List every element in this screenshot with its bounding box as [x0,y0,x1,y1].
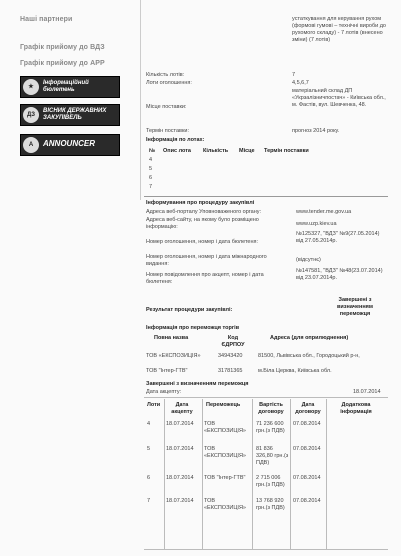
lot-row: 7 [149,184,153,190]
winner-code: 34943420 [218,353,243,359]
completed-row-winner: ТОВ «ЕКСПОЗИЦІЯ» [204,446,246,459]
completed-row-value: 81 836 326,80 грн.(з ПДВ) [256,446,289,466]
site-label: Адреса веб-сайту, на якому було розміщено інформацію: [146,217,259,230]
col-divider [290,399,291,549]
partner-logo-bulletin[interactable] [20,76,120,98]
winners-header-name: Повна назва [154,335,189,341]
lot-row: 5 [149,166,153,172]
portal-label: Адреса веб-порталу Уповноваженого органу: [146,209,262,215]
lots-header-term: Термін поставки [264,148,309,154]
partners-heading: Наші партнери [20,16,73,23]
term-value: прогноз 2014 року. [292,128,340,134]
completed-row-winner: ТОВ «ЕКСПОЗИЦІЯ» [204,421,246,434]
lot-row: 4 [149,157,153,163]
completed-header-contract: Дата договору [295,402,321,415]
completed-row-lot: 6 [147,475,151,481]
completed-row-winner: ТОВ «ЕКСПОЗИЦІЯ» [204,498,246,511]
accept-notice-value: №147581, "ВДЗ" №48(23.07.2014) від 23.07.2014р. [296,268,383,281]
place-value: матеріальний склад ДП «Укрзалізничпостач» - Київська обл., м. Фастів, вул. Шевченка, 48. [292,88,386,108]
partner-logo-vdz[interactable] [20,104,120,126]
col-divider [202,399,203,549]
completed-row-contract: 07.08.2014 [293,498,321,504]
completed-header-winner: Переможець [206,402,241,408]
accept-date-value: 18.07.2014 [353,389,381,395]
completed-row-contract: 07.08.2014 [293,446,321,452]
lots-count-label: Кількість лотів: [146,72,185,78]
col-divider [252,399,253,549]
completed-header-lots: Лоти [147,402,161,408]
completed-row-date: 18.07.2014 [166,446,194,452]
notice-value: №125327, "ВДЗ" №9(27.05.2014) від 27.05.2014р. [296,231,380,244]
winners-title: Інформація про переможця торгів [146,325,240,331]
accept-date-label: Дата акцепту: [146,389,182,395]
winner-name: ТОВ "Інтер-ГТВ" [146,368,188,374]
place-label: Місце поставки: [146,104,187,110]
completed-row-lot: 4 [147,421,151,427]
lots-announced-label: Лоти оголошення: [146,80,192,86]
completed-row-date: 18.07.2014 [166,475,194,481]
partner-logo-announcer[interactable] [20,134,120,156]
logo-text: ВІСНИК ДЕРЖАВНИХ ЗАКУПІВЕЛЬ [43,108,107,121]
schedule-vdz-link[interactable]: Графік прийому до ВДЗ [20,44,105,51]
completed-row-contract: 07.08.2014 [293,421,321,427]
lots-table-title: Інформація по лотах: [146,137,205,143]
completed-row-value: 71 236 600 грн.(з ПДВ) [256,421,285,434]
completed-row-winner: ТОВ "Інтер-ГТВ" [204,475,246,481]
term-label: Термін поставки: [146,128,189,134]
procurement-subject: устаткування для керування рухом (формові гумові – технічні вироби до рухомого складу) - 7 лотів (внесено зміни) (7 лотів) [292,16,386,43]
announcer-logo-icon: A [23,137,39,153]
winners-header-address: Адреса (для оприлюднення) [270,335,349,341]
lots-header-num: № [149,148,156,154]
completed-row-value: 13 768 920 грн.(з ПДВ) [256,498,285,511]
completed-row-contract: 07.08.2014 [293,475,321,481]
completed-row-lot: 7 [147,498,151,504]
lots-announced-value: 4,5,6,7 [292,80,309,86]
lots-header-place: Місце [239,148,255,154]
completed-row-date: 18.07.2014 [166,421,194,427]
completed-title: Завершені з визначенням переможця [146,381,249,387]
lots-header-qty: Кількість [203,148,229,154]
portal-link[interactable]: www.tender.me.gov.ua [296,209,352,215]
result-label: Результат процедури закупівлі: [146,307,233,313]
procedure-title: Інформування про процедуру закупівлі [146,200,255,206]
schedule-arr-link[interactable]: Графік прийому до АРР [20,60,105,67]
logo-text: Інформаційний бюлетень [43,80,89,93]
winner-code: 31781365 [218,368,243,374]
emblem-icon: ★ [23,79,39,95]
accept-notice-label: Номер повідомлення про акцепт, номер і дата бюлетеня: [146,272,264,285]
divider [144,397,388,398]
site-link[interactable]: www.uzp.kiev.ua [296,221,337,227]
winner-address: 81500, Львівська обл., Городоцький р-н, [258,353,360,359]
winner-name: ТОВ «ЕКСПОЗИЦІЯ» [146,353,201,359]
col-divider [326,399,327,549]
vdz-logo-icon: ДЗ [23,107,39,123]
intl-value: (відсутнє) [296,257,321,263]
lot-row: 6 [149,175,153,181]
winner-address: м.Біла Церква, Київська обл. [258,368,332,374]
divider [144,196,388,197]
completed-row-date: 18.07.2014 [166,498,194,504]
winners-header-code: Код ЄДРПОУ [221,335,245,348]
lots-count-value: 7 [292,72,296,78]
completed-header-date: Дата акцепту [171,402,193,415]
logo-text: ANNOUNCER [43,139,95,148]
result-value: Завершені з визначенням переможця [337,297,373,317]
completed-row-lot: 5 [147,446,151,452]
sidebar [0,0,141,200]
completed-header-info: Додаткова інформація [340,402,372,415]
completed-header-value: Вартість договору [258,402,284,415]
lots-header-desc: Опис лота [163,148,191,154]
divider [144,549,388,550]
completed-row-value: 2 715 006 грн.(з ПДВ) [256,475,285,488]
col-divider [164,399,165,549]
intl-label: Номер оголошення, номер і дата міжнародного видання: [146,254,267,267]
notice-label: Номер оголошення, номер і дата бюлетеня: [146,239,259,245]
